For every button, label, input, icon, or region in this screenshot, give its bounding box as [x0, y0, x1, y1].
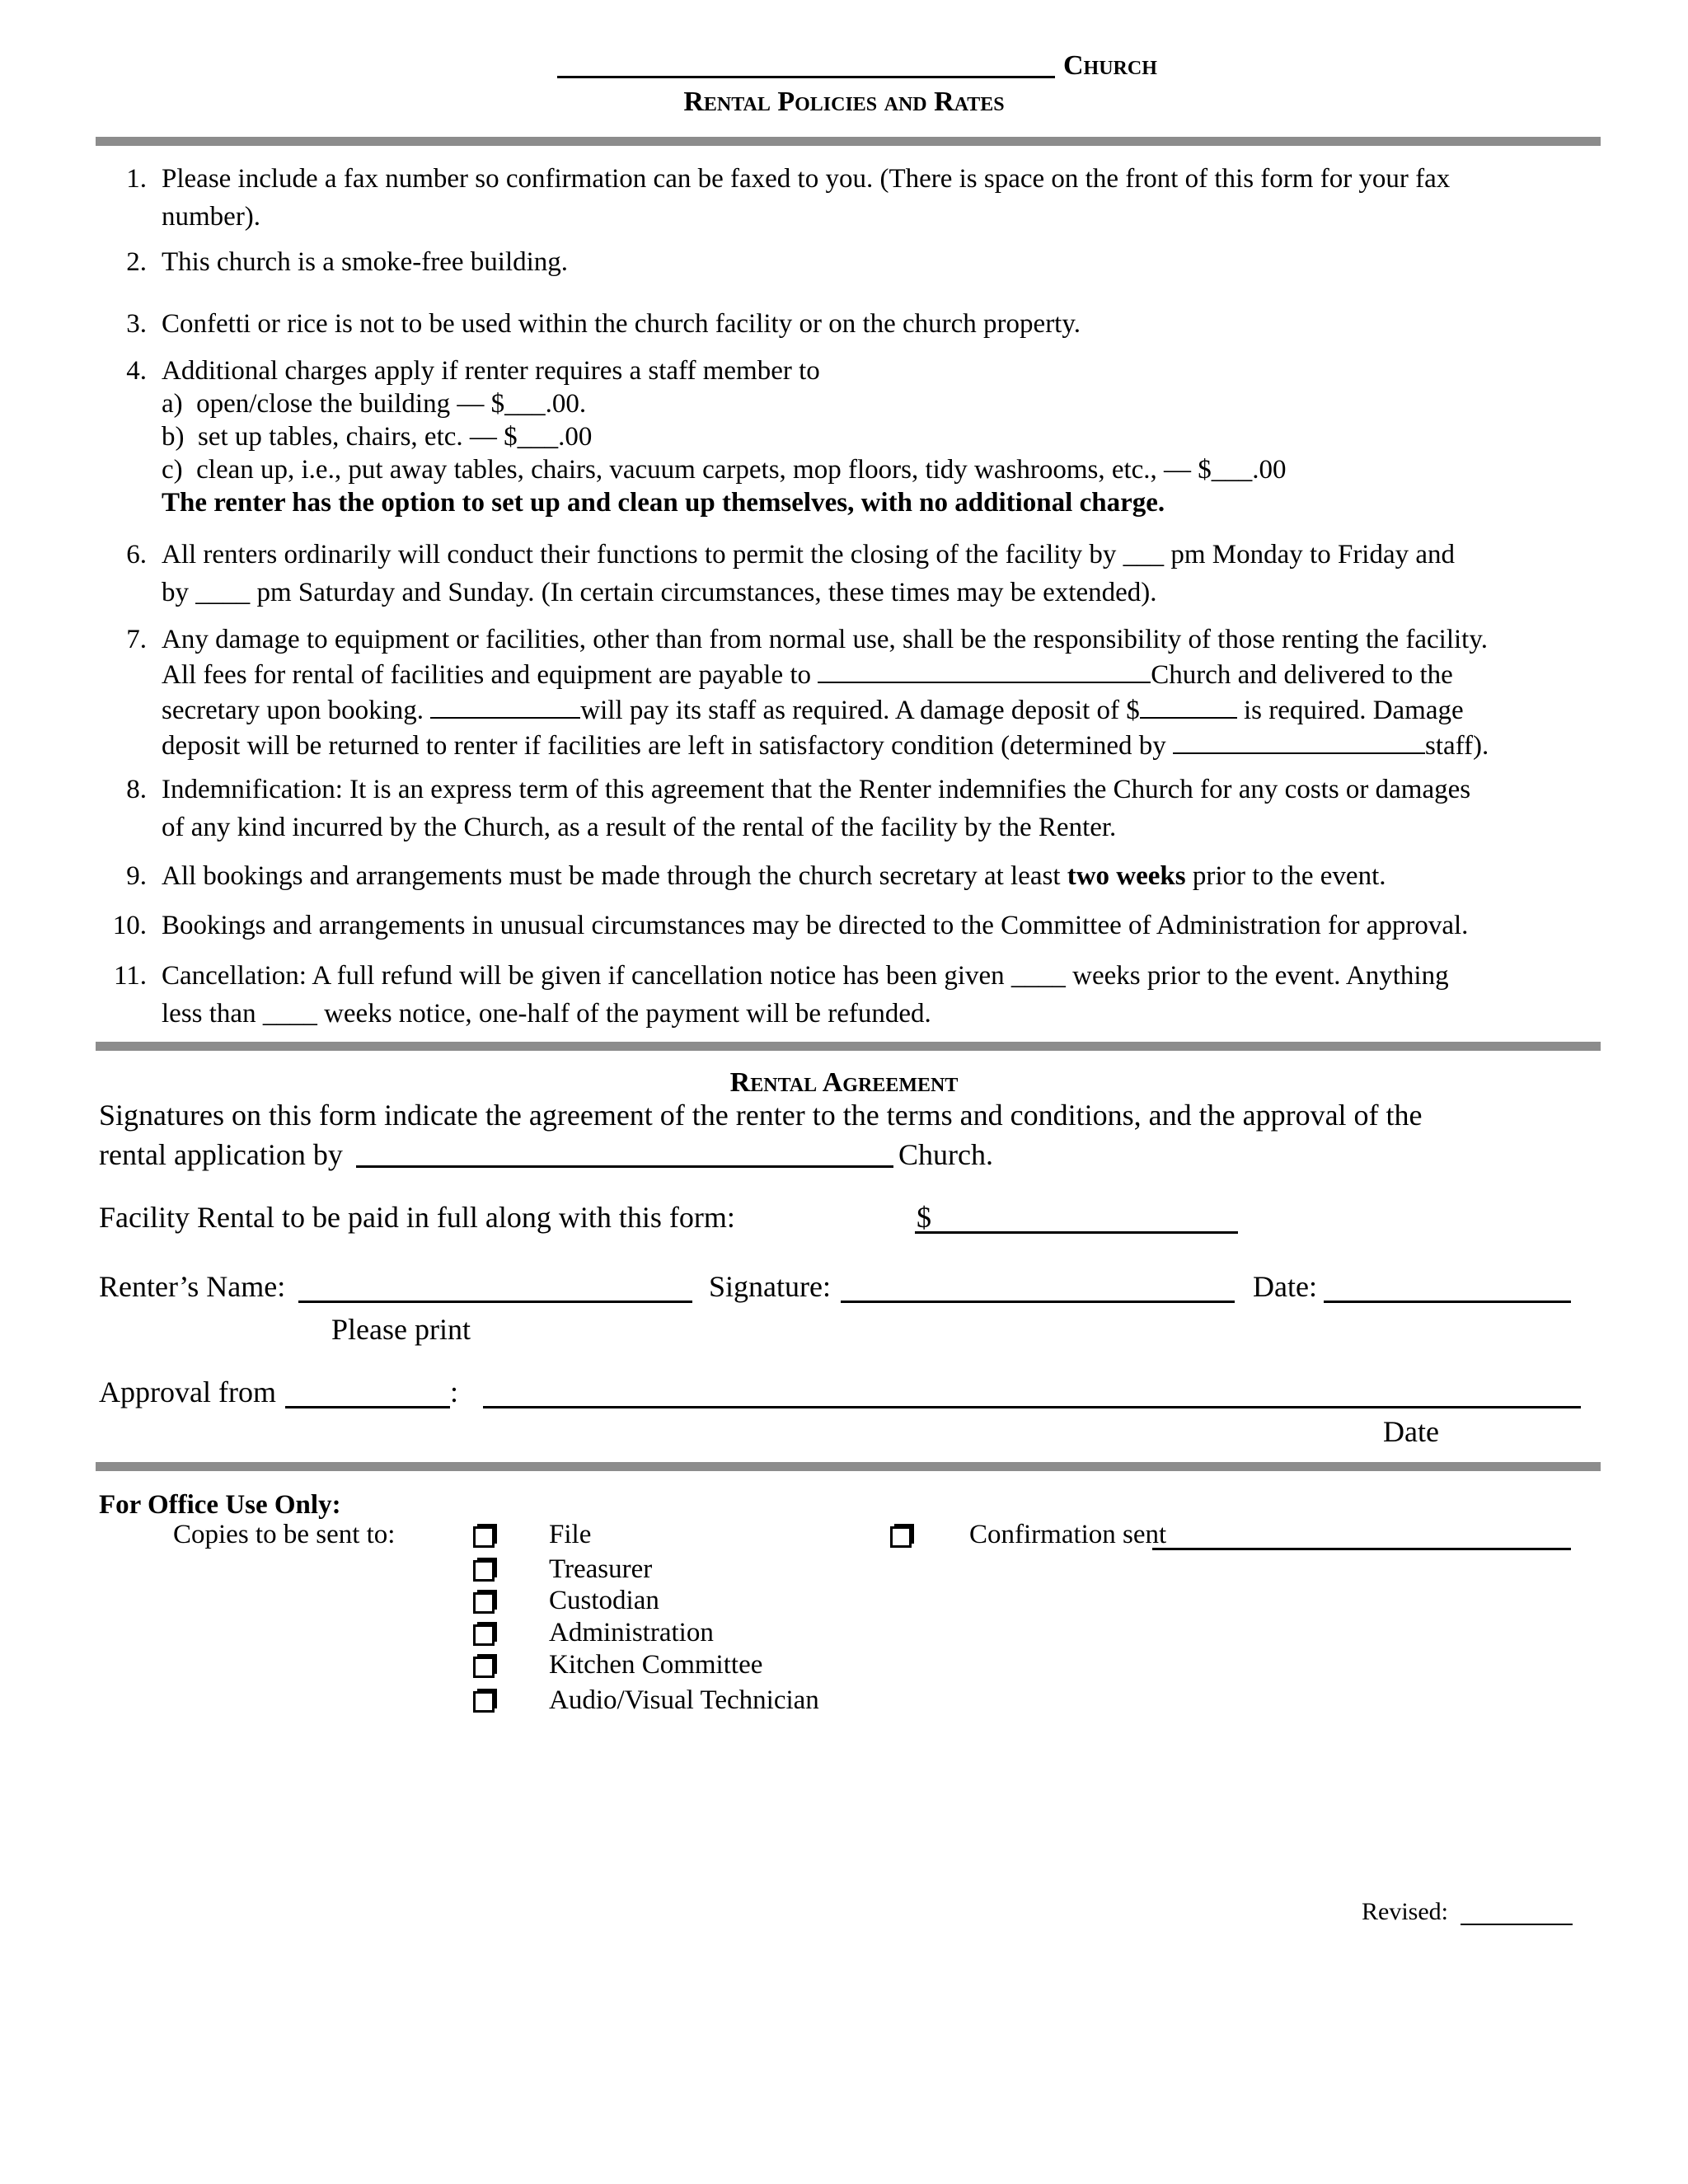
approval-date-label: Date: [1383, 1415, 1439, 1448]
copy-option-kitchen-committee: Kitchen Committee: [549, 1650, 763, 1680]
policy-item-6: 6. All renters ordinarily will conduct their functions to permit the closing of the facility by ___ pm Monday to Friday and by ____ pm Saturday and Sunday. (In certain circumstances, these times may be extended).: [126, 540, 1456, 607]
checkbox-confirmation-sent[interactable]: [890, 1526, 912, 1548]
checkbox-custodian[interactable]: [473, 1592, 495, 1614]
church-label: Church: [1063, 50, 1157, 81]
approving-church-blank[interactable]: [356, 1165, 893, 1168]
charge-clean-up: c) clean up, i.e., put away tables, chairs, vacuum carpets, mop floors, tidy washrooms, etc., — $___.00: [162, 455, 1287, 485]
revised-label: Revised:: [1362, 1898, 1448, 1925]
copy-option-audio-visual: Audio/Visual Technician: [549, 1685, 819, 1715]
middle-divider: [96, 1042, 1601, 1051]
charge-set-up: b) set up tables, chairs, etc. — $___.00: [162, 422, 593, 452]
agreement-intro-line2b: Church.: [898, 1138, 993, 1171]
policy-item-1: 1. Please include a fax number so confirmation can be faxed to you. (There is space on the front of this form for your fax number).: [126, 164, 1451, 232]
renter-name-label: Renter’s Name:: [99, 1270, 286, 1303]
copy-option-file: File: [549, 1520, 592, 1549]
checkbox-file[interactable]: [473, 1526, 495, 1548]
page-subtitle: Rental Policies and Rates: [683, 87, 1005, 117]
policy-item-11: 11. Cancellation: A full refund will be given if cancellation notice has been given ____ weeks prior to the event. Anything less than ____ weeks notice, one-half of the payment will be refunded.: [113, 961, 1449, 1029]
payable-to-blank[interactable]: [818, 657, 1151, 683]
please-print-hint: Please print: [331, 1313, 471, 1346]
confirmation-sent-label: Confirmation sent: [969, 1520, 1167, 1549]
signature-field[interactable]: [841, 1301, 1235, 1303]
checkbox-treasurer[interactable]: [473, 1560, 495, 1582]
approval-from-blank[interactable]: [285, 1406, 450, 1408]
approval-label: Approval from: [99, 1376, 276, 1408]
signature-label: Signature:: [709, 1270, 831, 1303]
copy-option-custodian: Custodian: [549, 1586, 659, 1615]
date-field[interactable]: [1324, 1301, 1571, 1303]
agreement-intro-line1: Signatures on this form indicate the agreement of the renter to the terms and conditions, and the approval of the: [99, 1099, 1423, 1132]
approval-signature-field[interactable]: [483, 1406, 1581, 1408]
checkbox-kitchen-committee[interactable]: [473, 1657, 495, 1678]
copy-option-treasurer: Treasurer: [549, 1554, 653, 1584]
agreement-intro-line2a: rental application by: [99, 1138, 343, 1171]
office-use-title: For Office Use Only:: [99, 1490, 341, 1520]
no-charge-note: The renter has the option to set up and clean up themselves, with no additional charge.: [162, 488, 1165, 518]
staff-payer-blank[interactable]: [430, 692, 580, 719]
lower-divider: [96, 1462, 1601, 1471]
confirmation-sent-field[interactable]: [1152, 1548, 1571, 1550]
facility-rental-label: Facility Rental to be paid in full along with this form:: [99, 1201, 735, 1234]
determined-by-blank[interactable]: [1173, 728, 1425, 754]
policy-item-8: 8. Indemnification: It is an express term of this agreement that the Renter indemnifies the Church for any costs or damages of any kind incurred by the Church, as a result of the rental of the facility by the Renter.: [126, 775, 1471, 842]
date-label: Date:: [1253, 1270, 1317, 1303]
top-divider: [96, 137, 1601, 146]
checkbox-administration[interactable]: [473, 1624, 495, 1646]
policy-item-4: 4. Additional charges apply if renter requires a staff member to a) open/close the building — $___.00. b) set up tables, chairs, etc. — $___.00 c) clean up, i.e., put away tables, chairs, vacuum carpets, mop floors, tidy washrooms, etc., — $___.00 The renter has the option to set up and clean up themselves, with no additional charge.: [126, 356, 1287, 518]
facility-rental-amount-field[interactable]: [915, 1231, 1238, 1234]
copy-option-administration: Administration: [549, 1618, 714, 1647]
renter-name-field[interactable]: [298, 1301, 692, 1303]
policy-item-7: 7. Any damage to equipment or facilities, other than from normal use, shall be the responsibility of those renting the facility. All fees for rental of facilities and equipment are payable to Church and delivered to the secretary upon booking. will pay its staff as required. A damage deposit of $ is required. Damage deposit will be returned to renter if facilities are left in satisfactory condition (determined by staff).: [126, 625, 1489, 761]
copies-label: Copies to be sent to:: [173, 1520, 396, 1549]
charge-open-close: a) open/close the building — $___.00.: [162, 389, 587, 419]
deposit-amount-blank[interactable]: [1140, 692, 1237, 719]
approval-colon: :: [450, 1376, 459, 1408]
agreement-title: Rental Agreement: [729, 1067, 959, 1098]
checkbox-audio-visual[interactable]: [473, 1691, 495, 1713]
revised-date-field[interactable]: [1461, 1924, 1573, 1925]
church-name-blank[interactable]: [557, 76, 1055, 78]
currency-symbol: $: [917, 1201, 931, 1234]
